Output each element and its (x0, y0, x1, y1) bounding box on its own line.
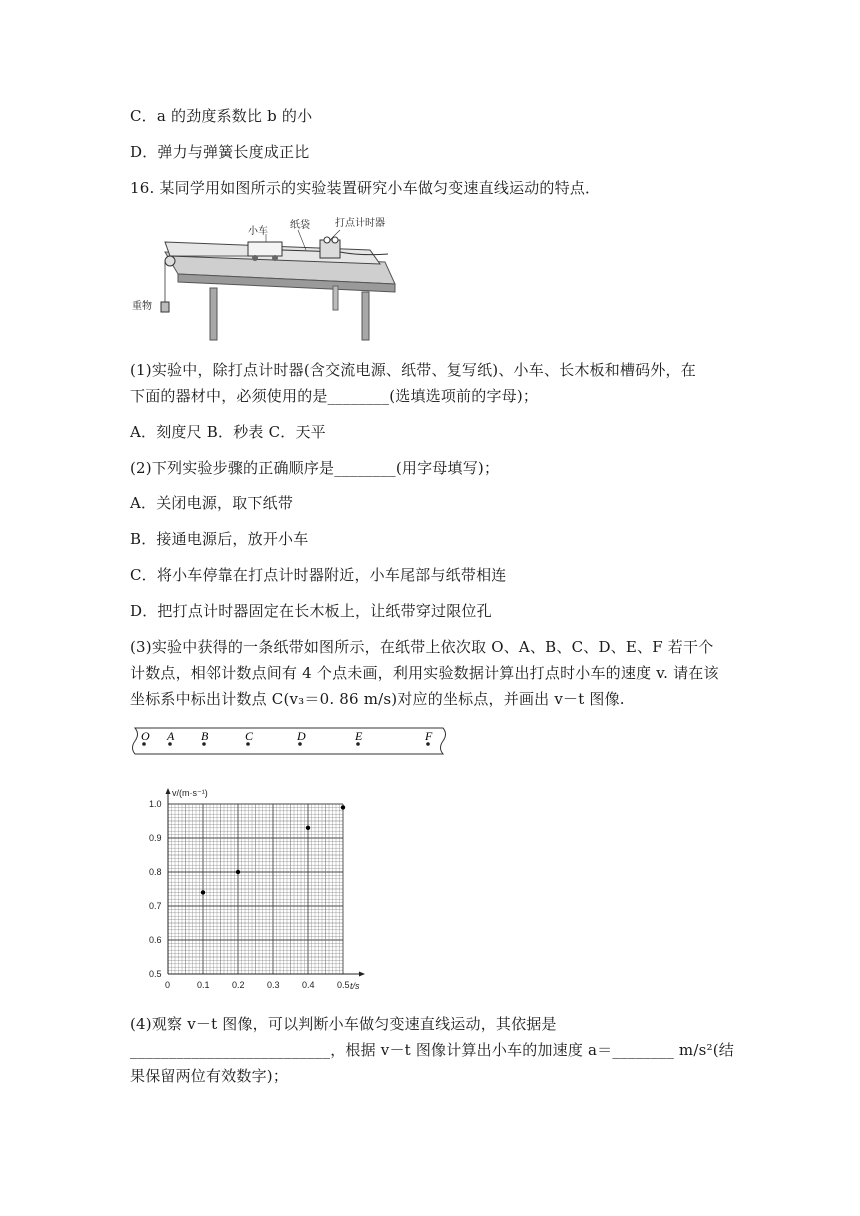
cart-shape (248, 242, 282, 256)
tape-label-F: F (425, 729, 433, 743)
y-tick-label: 1.0 (149, 799, 162, 809)
y-tick-label: 0.9 (149, 833, 162, 843)
q1-line1: (1)实验中，除打点计时器(含交流电源、纸带、复写纸)、小车、长木板和槽码外，在 (130, 361, 696, 379)
data-point (201, 890, 205, 894)
tape-label-A: A (167, 729, 175, 743)
y-tick-label: 0.6 (149, 935, 162, 945)
y-tick-label: 0.8 (149, 867, 162, 877)
q1-options: A．刻度尺 B．秒表 C．天平 (130, 423, 326, 441)
x-tick-label: 0.5 (337, 980, 350, 990)
weight-label: 重物 (132, 301, 152, 312)
x-axis-label: t/s (350, 981, 360, 991)
x-axis-arrow (359, 972, 365, 977)
paper-tape (130, 726, 450, 756)
y-axis-label: v/(m·s⁻¹) (172, 788, 208, 798)
q2-step-d: D．把打点计时器固定在长木板上，让纸带穿过限位孔 (130, 602, 492, 620)
q3-line3: 坐标系中标出计数点 C(v₃＝0. 86 m/s)对应的坐标点，并画出 v－t 图像. (130, 690, 625, 708)
option-c: C．a 的劲度系数比 b 的小 (130, 107, 313, 125)
q3-line2: 计数点，相邻计数点间有 4 个点未画，利用实验数据计算出打点时小车的速度 v. 请在该 (130, 664, 719, 682)
q2-line: (2)下列实验步骤的正确顺序是________(用字母填写)； (130, 459, 500, 477)
q3-line1: (3)实验中获得的一条纸带如图所示，在纸带上依次取 O、A、B、C、D、E、F 若干个 (130, 638, 714, 656)
q2-step-a: A．关闭电源，取下纸带 (130, 494, 294, 512)
q4-line2: __________________________，根据 v－t 图像计算出小车的加速度 a＝________ m/s²(结 (130, 1041, 734, 1059)
data-point (306, 826, 310, 830)
x-tick-label: 0 (165, 980, 171, 990)
tape-label-D: D (297, 729, 306, 743)
data-point (236, 870, 240, 874)
vt-chart (140, 784, 375, 994)
q2-step-c: C．将小车停靠在打点计时器附近，小车尾部与纸带相连 (130, 566, 507, 584)
apparatus-figure (130, 212, 405, 344)
y-tick-label: 0.5 (149, 969, 162, 979)
tape-label-E: E (355, 729, 363, 743)
q4-line3: 果保留两位有效数字)； (130, 1067, 289, 1085)
question-16-title: 16. 某同学用如图所示的实验装置研究小车做匀变速直线运动的特点． (130, 179, 601, 197)
x-tick-label: 0.2 (232, 980, 245, 990)
tape-label-O: O (141, 729, 150, 743)
q1-line2: 下面的器材中，必须使用的是________(选填选项前的字母)； (130, 387, 539, 405)
y-tick-label: 0.7 (149, 901, 162, 911)
q4-line1: (4)观察 v－t 图像，可以判断小车做匀变速直线运动，其依据是 (130, 1015, 557, 1033)
q2-step-b: B．接通电源后，放开小车 (130, 530, 309, 548)
timer-label: 打点计时器 (335, 218, 385, 229)
option-d: D．弹力与弹簧长度成正比 (130, 143, 310, 161)
tape-label-C: C (245, 729, 254, 743)
tape-label-B: B (201, 729, 209, 743)
tape-label: 纸袋 (290, 220, 310, 231)
x-tick-label: 0.3 (267, 980, 280, 990)
x-tick-label: 0.1 (197, 980, 210, 990)
data-point (341, 805, 345, 809)
x-tick-label: 0.4 (302, 980, 315, 990)
y-axis-arrow (166, 788, 171, 794)
cart-label: 小车 (248, 226, 268, 237)
